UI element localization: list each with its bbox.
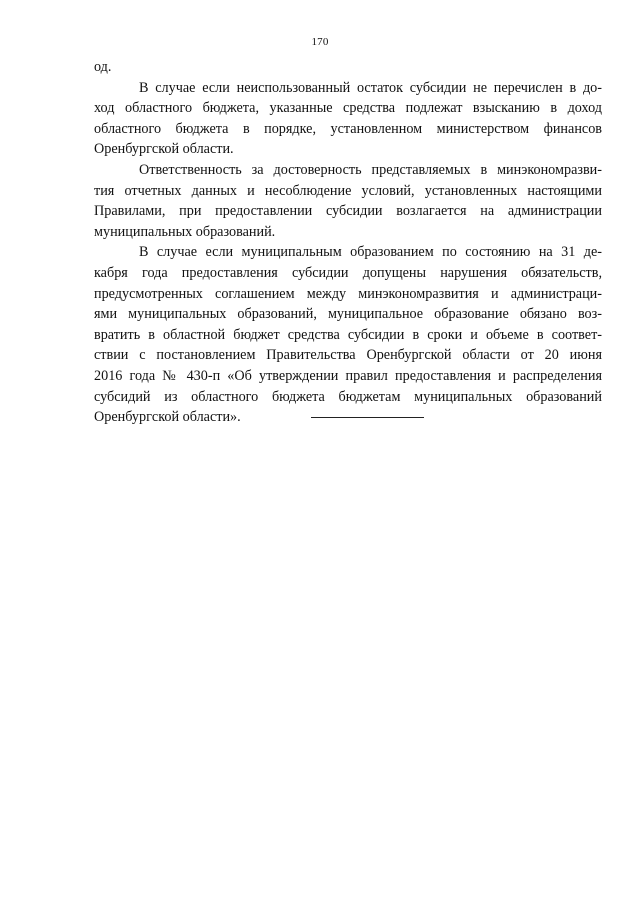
text-line: ствии с постановлением Правительства Оренбургской области от 20 июня (94, 347, 602, 364)
page-number: 170 (311, 36, 329, 48)
text-line: ями муниципальных образований, муниципальное образование обязано воз- (94, 306, 602, 323)
body-text (94, 57, 602, 428)
text-line: кабря года предоставления субсидии допущены нарушения обязательств, (94, 264, 602, 281)
text-line: Правилами, при предоставлении субсидии возлагается на администрации (94, 203, 602, 220)
text-line: В случае если неиспользованный остаток субсидии не перечислен в до- (139, 79, 602, 96)
text-line: од. (94, 59, 112, 75)
text-line: вратить в областной бюджет средства субсидии в сроки и объеме в соответ- (94, 326, 602, 343)
text-line: предусмотренных соглашением между минэкономразвития и администраци- (94, 285, 602, 302)
text-line: субсидий из областного бюджета бюджетам муниципальных образований (94, 388, 602, 405)
text-line: 2016 года № 430-п «Об утверждении правил предоставления и распределения (94, 367, 602, 384)
text-line: муниципальных образований. (94, 223, 276, 240)
end-of-document-rule (311, 417, 424, 418)
text-line: областного бюджета в порядке, установленном министерством финансов (94, 120, 602, 137)
text-line: Ответственность за достоверность представляемых в минэкономразви- (139, 161, 602, 178)
text-line: тия отчетных данных и несоблюдение условий, установленных настоящими (94, 182, 602, 199)
text-line: В случае если муниципальным образованием по состоянию на 31 де- (139, 244, 602, 261)
text-line: ход областного бюджета, указанные средства подлежат взысканию в доход (94, 100, 602, 117)
text-line: Оренбургской области». (94, 409, 241, 426)
text-line: Оренбургской области. (94, 141, 234, 158)
